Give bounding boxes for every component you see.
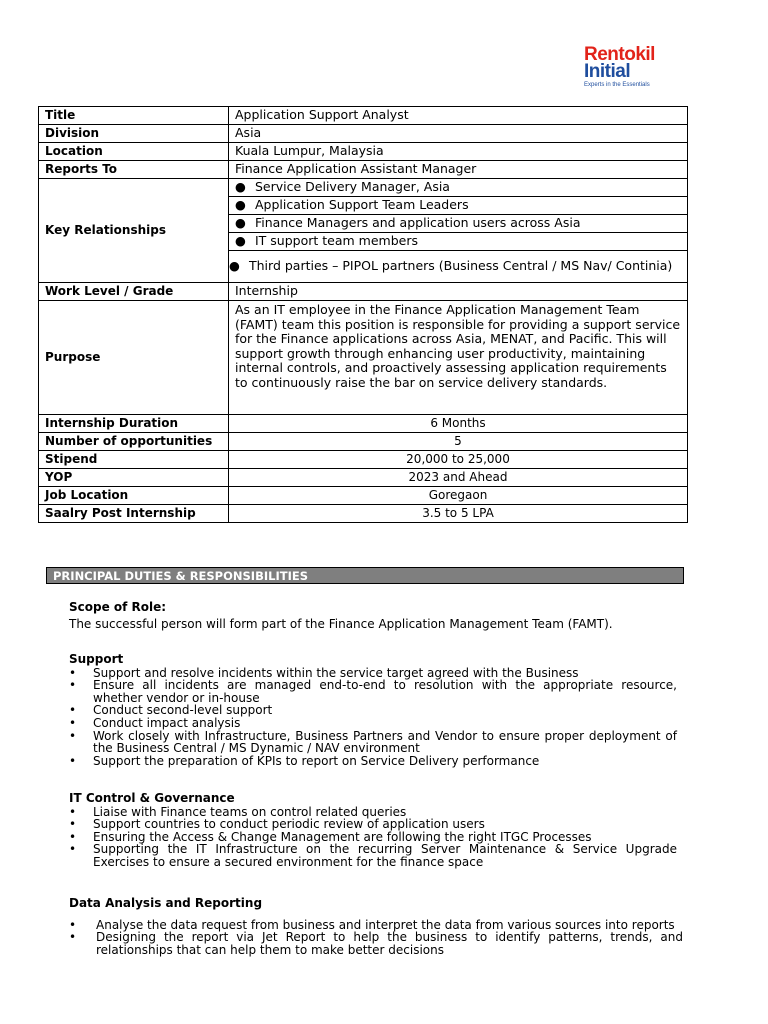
list-item: • Supporting the IT Infrastructure on the recurring Server Maintenance & Service Upgrade Exercises to ensure a secured environment for the finance space xyxy=(69,843,677,868)
row-value: Finance Application Assistant Manager xyxy=(229,161,688,179)
row-value: 5 xyxy=(229,433,688,451)
itcontrol-heading: IT Control & Governance xyxy=(69,791,235,805)
table-row xyxy=(39,451,688,469)
row-key: Reports To xyxy=(39,161,229,179)
row-value: 3.5 to 5 LPA xyxy=(229,505,688,523)
relationship-text: Application Support Team Leaders xyxy=(255,197,469,213)
relationship-item xyxy=(229,215,688,233)
row-value: Kuala Lumpur, Malaysia xyxy=(229,143,688,161)
row-value: 2023 and Ahead xyxy=(229,469,688,487)
scope-heading: Scope of Role: xyxy=(69,600,167,614)
row-key: Purpose xyxy=(39,301,229,415)
row-key: Stipend xyxy=(39,451,229,469)
list-item: • Support the preparation of KPIs to report on Service Delivery performance xyxy=(69,755,677,768)
bullet-icon: ● xyxy=(235,179,246,195)
list-item: • Conduct second-level support xyxy=(69,704,677,717)
relationship-item xyxy=(229,251,688,283)
table-row xyxy=(39,125,688,143)
table-row xyxy=(39,487,688,505)
relationship-text: Third parties – PIPOL partners (Business Central / MS Nav/ Continia) xyxy=(249,258,673,274)
list-item: • Analyse the data request from business and interpret the data from various sources into reports xyxy=(69,919,683,932)
row-value: 6 Months xyxy=(229,415,688,433)
data-analysis-list xyxy=(69,919,683,957)
table-row xyxy=(39,469,688,487)
company-logo xyxy=(584,46,694,89)
bullet-icon: ● xyxy=(235,215,246,231)
bullet-icon: ● xyxy=(235,197,246,213)
list-item: • Liaise with Finance teams on control related queries xyxy=(69,806,677,819)
row-key: Job Location xyxy=(39,487,229,505)
support-list xyxy=(69,667,677,768)
itcontrol-section xyxy=(69,792,677,869)
row-value: Asia xyxy=(229,125,688,143)
table-row xyxy=(39,505,688,523)
bullet-icon: ● xyxy=(235,233,246,249)
row-key: YOP xyxy=(39,469,229,487)
itcontrol-list xyxy=(69,806,677,869)
list-item: • Ensuring the Access & Change Management are following the right ITGC Processes xyxy=(69,831,677,844)
list-item: • Ensure all incidents are managed end-to-end to resolution with the appropriate resource, whether vendor or in-house xyxy=(69,679,677,704)
table-row xyxy=(39,433,688,451)
purpose-text: As an IT employee in the Finance Application Management Team (FAMT) team this position is responsible for providing a support service for the Finance applications across Asia, MENAT, and Pacific. This will support growth through enhancing user productivity, maintaining internal controls, and proactively assessing application requirements to continuously raise the bar on service delivery standards. xyxy=(229,301,688,415)
scope-section xyxy=(69,601,689,630)
table-row xyxy=(39,161,688,179)
row-key: Location xyxy=(39,143,229,161)
row-value: Goregaon xyxy=(229,487,688,505)
data-analysis-heading: Data Analysis and Reporting xyxy=(69,896,263,910)
table-row xyxy=(39,179,688,197)
bullet-icon: ● xyxy=(229,258,240,274)
relationship-item xyxy=(229,197,688,215)
scope-text: The successful person will form part of the Finance Application Management Team (FAMT). xyxy=(69,616,613,631)
relationship-text: IT support team members xyxy=(255,233,418,249)
support-section xyxy=(69,653,677,767)
list-item: • Designing the report via Jet Report to help the business to identify patterns, trends, and relationships that can help them to make better decisions xyxy=(69,931,683,956)
logo-line1: Rentokil xyxy=(584,44,655,65)
relationship-text: Service Delivery Manager, Asia xyxy=(255,179,450,195)
support-heading: Support xyxy=(69,652,124,666)
list-item: • Support and resolve incidents within the service target agreed with the Business xyxy=(69,667,677,680)
row-key: Internship Duration xyxy=(39,415,229,433)
table-row xyxy=(39,143,688,161)
table-row xyxy=(39,107,688,125)
row-key: Title xyxy=(39,107,229,125)
data-analysis-section xyxy=(69,897,683,956)
logo-line2: Initial xyxy=(584,61,631,82)
relationship-item xyxy=(229,179,688,197)
row-value: Application Support Analyst xyxy=(229,107,688,125)
table-row xyxy=(39,283,688,301)
list-item: • Conduct impact analysis xyxy=(69,717,677,730)
relationship-text: Finance Managers and application users across Asia xyxy=(255,215,581,231)
list-item: • Support countries to conduct periodic review of application users xyxy=(69,818,677,831)
job-info-table xyxy=(38,106,688,523)
table-row xyxy=(39,301,688,415)
row-value: Internship xyxy=(229,283,688,301)
row-key: Division xyxy=(39,125,229,143)
logo-tagline: Experts in the Essentials xyxy=(584,82,650,88)
row-value: 20,000 to 25,000 xyxy=(229,451,688,469)
row-key: Number of opportunities xyxy=(39,433,229,451)
row-key: Work Level / Grade xyxy=(39,283,229,301)
relationship-item xyxy=(229,233,688,251)
table-row xyxy=(39,415,688,433)
list-item: • Work closely with Infrastructure, Business Partners and Vendor to ensure proper deployment of the Business Central / MS Dynamic / NAV environment xyxy=(69,730,677,755)
section-heading-bar: PRINCIPAL DUTIES & RESPONSIBILITIES xyxy=(46,567,684,584)
row-key: Key Relationships xyxy=(39,179,229,283)
row-key: Saalry Post Internship xyxy=(39,505,229,523)
